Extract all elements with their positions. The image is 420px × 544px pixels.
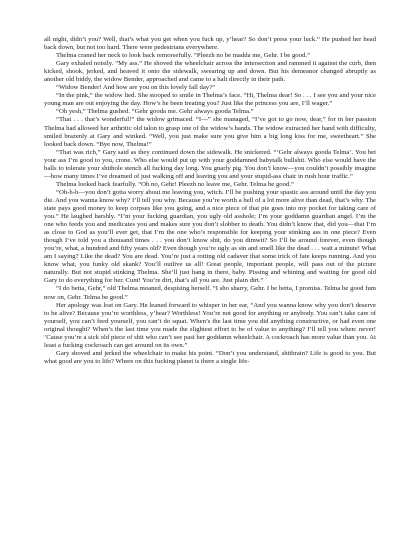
- paragraph-1: all night, didn’t you? Well, that’s what you get when you fuck up, y’hear? So don’t press your luck.” He pushed her head back down, but not too hard. There were pedestrians everywhere.: [44, 36, 376, 52]
- paragraph-10: “Oh-h-h—you don’t gotta worry about me leaving you, witch. I’ll be pushing your spastic ass around until the day you die. And you wanna know why? I’ll tell you why. Because you’re worth a hell of a lot more alive than dead, that’s why. The state pays good money to keep corpses like you going, and a nice piece of that pie goes into my pocket for taking care of you.” He laughed harshly. “I’m your fucking guardian, you ugly old asshole; I’m your goddamn guardian angel. I’m the one who feeds you and medicates you and makes sure you don’t slobber to death. You didn’t know that, did you—that I’m as close to God as you’ll ever get, that I’m the one who’s responsible for keeping your stinking ass in one piece? Even though I’ve told you a thousand times . . . you don’t know shit, do you dimwit? So I’ll be around forever, even though you’re, what, a hundred and fifty years old? Even though you’re ugly as sin and smell like the dead . . . wait a minute! What am I saying? Like the dead? You are dead. You’re just a rotting old cadaver that some trick of fate keeps running. And you know what, you funky old skank? You’ll outlive us all! Great people, important people, will pass out of the picture naturally. But not stupid stinking Thelma. She’ll just hang in there, baby. Pissing and whining and waiting for good old Gary to do everything for her. Cunt! You’re dirt, that’s all you are. Just plain dirt.”: [44, 188, 376, 285]
- paragraph-8: “That was rich,” Gary said as they continued down the sidewalk. He snickered. “‘Gehr always gooda Telma’. You bet your ass I’m good to you, crone. Who else would put up with your goddamned babytalk bullshit. Who else would have the balls to tolerate your shithole stench all fucking day long. You gnarly pig. You don’t know—you couldn’t possibly imagine—how many times I’ve dreamed of just walking off and leaving you and your stupid-ass chair in rush hour traffic.”: [44, 148, 376, 180]
- paragraph-13: Gary shoved and jerked the wheelchair to make his point. “Don’t you understand, shitbrain? Life is good to you. But what good are you to life? Where on this fucking planet is there a single life-: [44, 349, 376, 365]
- paragraph-4: “Widow Bender! And how are you on this lovely fall day?”: [56, 84, 216, 92]
- paragraph-12: Her apology was lost on Gary. He leaned forward to whisper in her ear, “And you wanna know why you don’t deserve to be alive? Because you’re worthless, y’hear? Worthless! You’re not good for anything or anybody. You can’t take care of yourself, you can’t feed yourself, you can’t do squat. When’s the last time you did anything constructive, or had even one original thought? When’s the last time you made the slightest effort to be of value to anything? I’ll tell you when: never! ’Cause you’re a sick old piece of shit who can’t see past her goddamn wheelchair. A cockroach has more value than you. At least a fucking cockroach can get around on its own.”: [44, 301, 376, 349]
- paragraph-7: “That . . . that’s wonderful!” the widow grimaced. “I—” she managed, “I’ve got to go now, dear,” for in her passion Thelma had allowed her arthritic old talon to grasp one of the widow’s hands. The widow extracted her hand with difficulty, smiled brazenly at Gary and winked. “Well, you just make sure you give him a big long kiss for me, sweetheart.” She looked back down. “Bye now, Thelma!”: [44, 116, 376, 148]
- paragraph-9: Thelma looked back fearfully. “Oh no, Gehr! Pleezh no leave me, Gehr. Telma be good.”: [56, 180, 294, 188]
- paragraph-5: “In the pink,” the widow lied. She stooped to smile in Thelma’s face. “Hi, Thelma dear! So . . . I see you and your nice young man are out enjoying the day. How’s he been treating you? Just like the princess you are, I’ll wager.”: [44, 92, 376, 108]
- paragraph-6: “Oh yesh,” Thelma gushed. “Gehr gooda me. Gehr always gooda Telma.”: [56, 108, 254, 116]
- paragraph-2: Thelma craned her neck to look back remorsefully. “Pleezh no be madda me, Gehr. I be good.”: [56, 52, 310, 60]
- paragraph-11: “I do betta, Gehr,” old Thelma moaned, despising herself. “I sho sharry, Gehr. I be betta, I promiss. Telma be good fum now on, Gehr. Telma be good.”: [44, 285, 376, 301]
- paragraph-3: Gary exhaled noisily. “My ass.” He shoved the wheelchair across the intersection and rammed it against the curb, then kicked, shook, jerked, and heaved it onto the sidewalk, swearing up and down. But his demeanor changed abruptly as another old biddy, the widow Bender, approached and came to a halt directly in their path.: [44, 60, 376, 84]
